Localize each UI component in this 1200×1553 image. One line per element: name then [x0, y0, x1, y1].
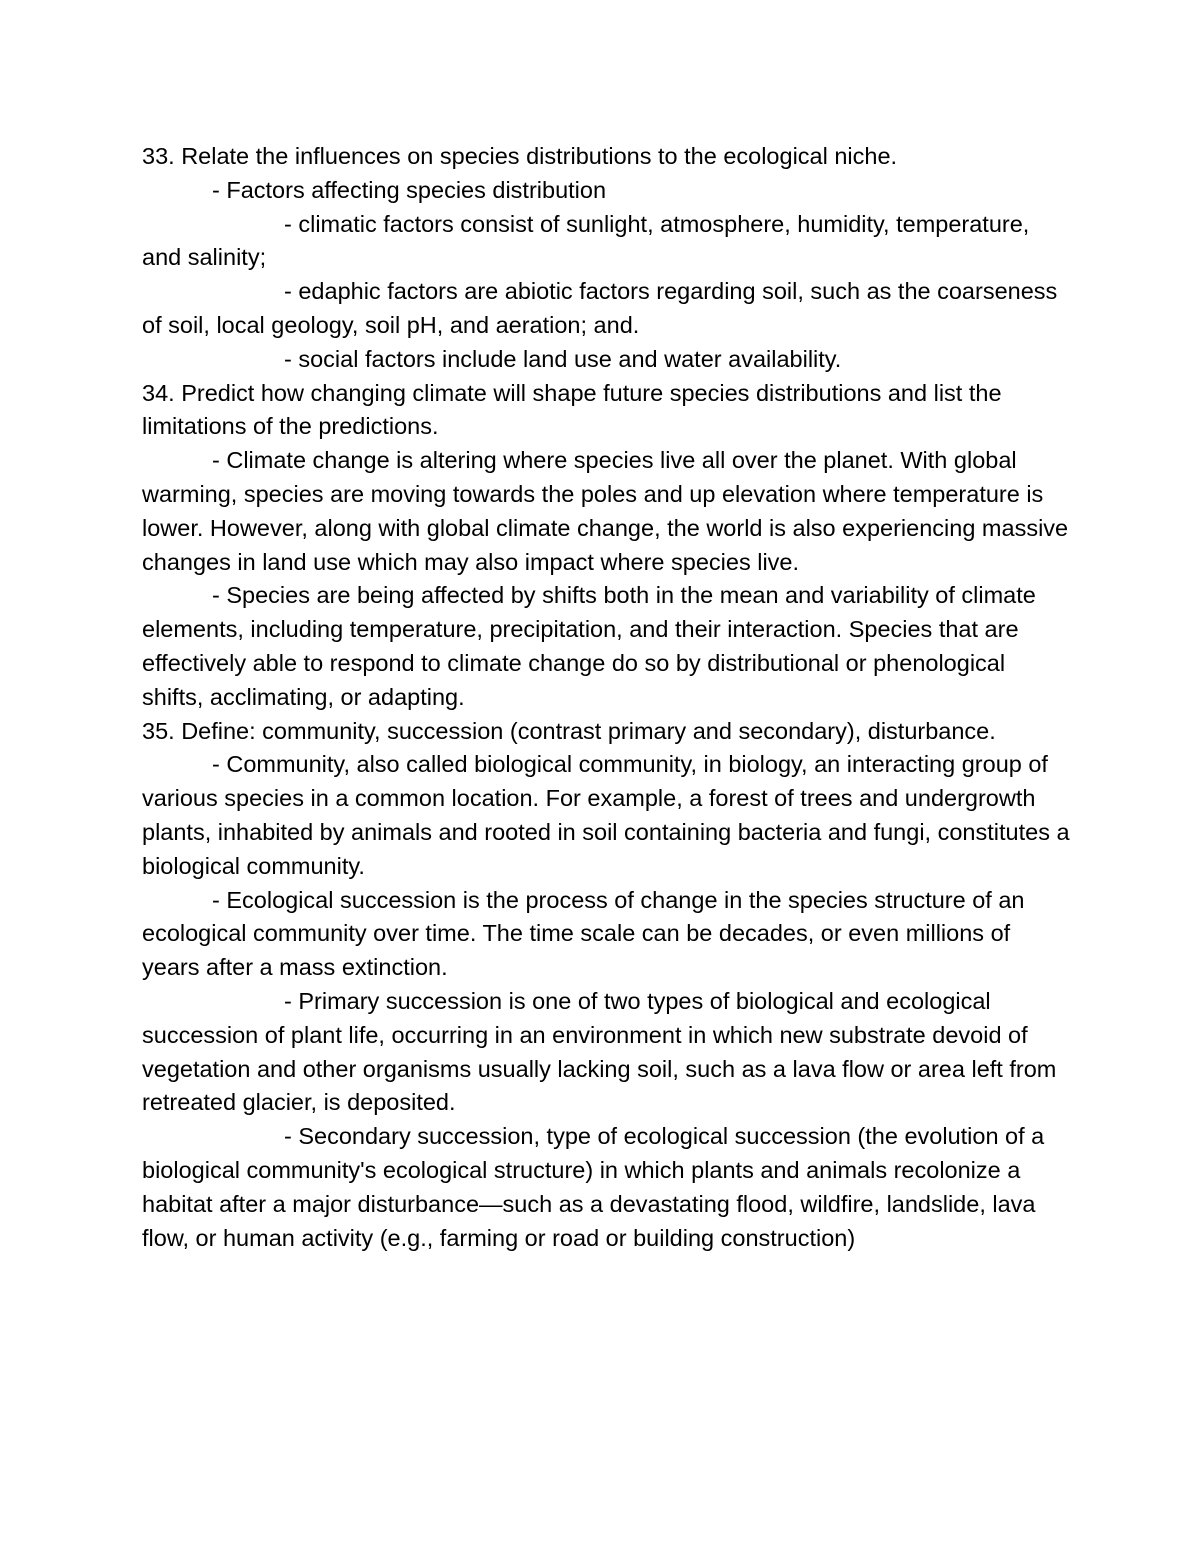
document-body [142, 140, 1072, 1255]
q35-secondary-succession: - Secondary succession, type of ecological succession (the evolution of a biological community's ecological structure) in which plants and animals recolonize a habitat after a major disturbance—such as a devastating flood, wildfire, landslide, lava flow, or human activity (e.g., farming or road or building construction) [142, 1123, 1045, 1251]
q34-answer-climate-change: - Climate change is altering where species live all over the planet. With global warming, species are moving towards the poles and up elevation where temperature is lower. However, along with global climate change, the world is also experiencing massive changes in land use which may also impact where species live. [142, 447, 1069, 575]
q35-community-definition: - Community, also called biological community, in biology, an interacting group of various species in a common location. For example, a forest of trees and undergrowth plants, inhabited by animals and rooted in soil containing bacteria and fungi, constitutes a biological community. [142, 751, 1070, 879]
q33-factors-heading: - Factors affecting species distribution [212, 176, 607, 203]
q35-primary-succession: - Primary succession is one of two types of biological and ecological succession of plant life, occurring in an environment in which new substrate devoid of vegetation and other organisms usually lacking soil, such as a lava flow or area left from retreated glacier, is deposited. [142, 987, 1057, 1116]
question-33: 33. Relate the influences on species distributions to the ecological niche. [142, 143, 898, 169]
q33-edaphic-factors: - edaphic factors are abiotic factors regarding soil, such as the coarseness of soil, local geology, soil pH, and aeration; and. [142, 278, 1058, 338]
question-34: 34. Predict how changing climate will shape future species distributions and list the limitations of the predictions. [142, 379, 1002, 440]
q33-social-factors: - social factors include land use and water availability. [284, 345, 842, 372]
q34-answer-species-shifts: - Species are being affected by shifts both in the mean and variability of climate elements, including temperature, precipitation, and their interaction. Species that are effectively able to respond to climate change do so by distributional or phenological shifts, acclimating, or adapting. [142, 582, 1036, 710]
q35-succession-definition: - Ecological succession is the process of change in the species structure of an ecological community over time. The time scale can be decades, or even millions of years after a mass extinction. [142, 886, 1025, 981]
question-35: 35. Define: community, succession (contrast primary and secondary), disturbance. [142, 717, 996, 744]
q33-climatic-factors: - climatic factors consist of sunlight, atmosphere, humidity, temperature, and salinity; [142, 210, 1030, 271]
